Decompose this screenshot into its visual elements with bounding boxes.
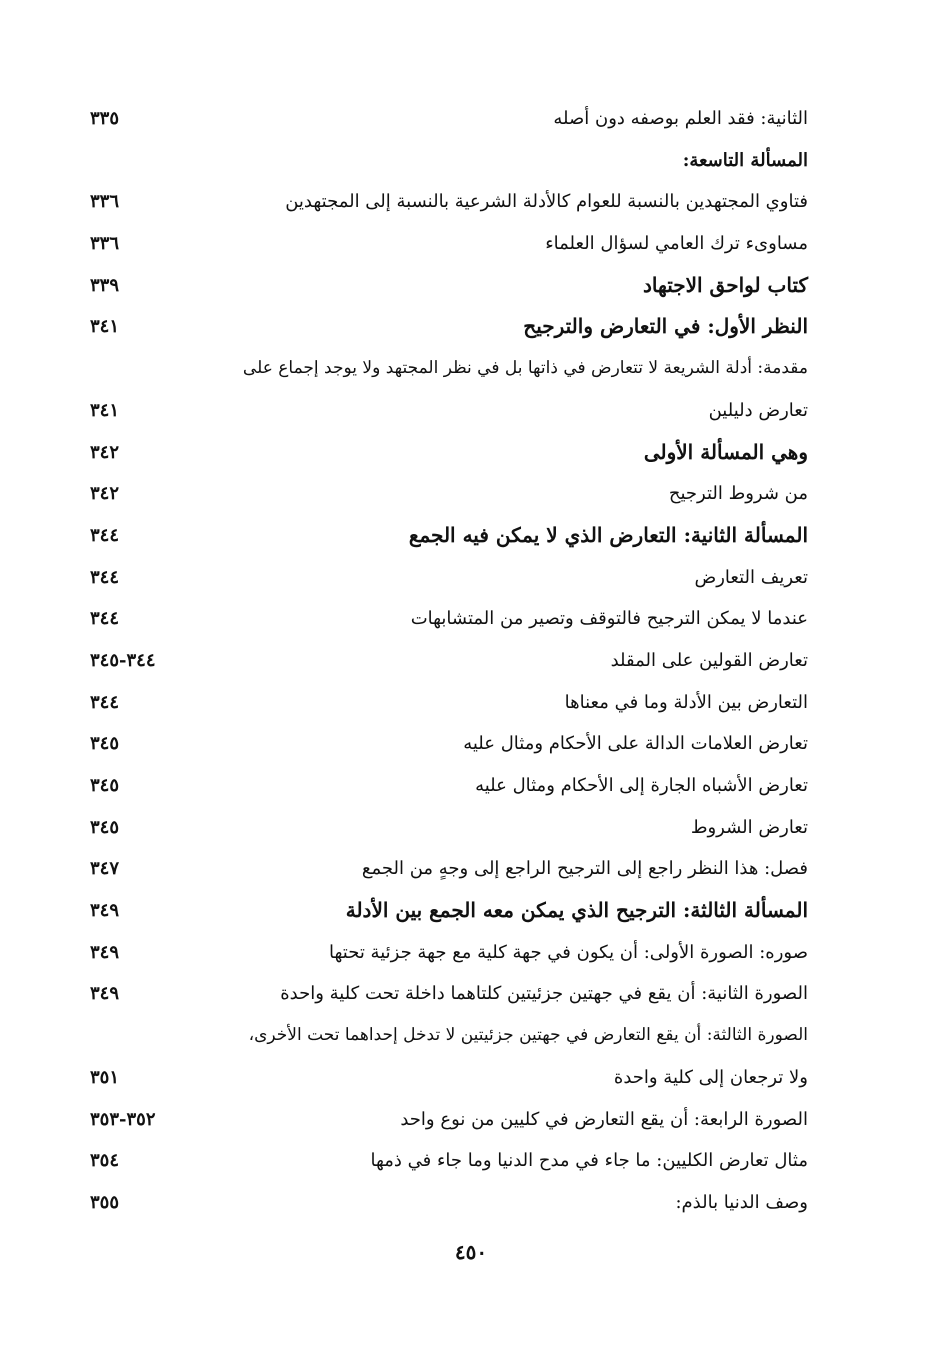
toc-entry-title: فصل: هذا النظر راجع إلى الترجيح الراجع إلى وجهٍ من الجمع [361, 858, 808, 880]
toc-entry-title: تعارض الشروط [690, 816, 808, 838]
toc-entry-title: وهي المسألة الأولى [643, 439, 808, 464]
toc-entry-title: مقدمة: أدلة الشريعة لا تتعارض في ذاتها بل في نظر المجتهد ولا يوجد إجماع على [242, 358, 808, 379]
toc-entry-page: ٣٤٤ [90, 524, 120, 546]
toc-entry-title: التعارض بين الأدلة وما في معناها [564, 691, 808, 713]
toc-entry-page: ٣٤٢ [90, 441, 120, 463]
toc-entry [80, 140, 808, 182]
toc-entry [80, 1182, 808, 1224]
toc-entry [80, 473, 808, 515]
toc-entry-title: تعارض العلامات الدالة على الأحكام ومثال عليه [463, 733, 808, 755]
toc-entry-page: ٣٣٥ [90, 108, 120, 129]
toc-entry-page: ٣٤٤ [90, 608, 120, 630]
toc-entry-page: ٣٥٥ [90, 1191, 120, 1213]
toc-entry-title: من شروط الترجيح [668, 483, 808, 505]
toc-entry-title: ولا ترجعان إلى كلية واحدة [613, 1066, 808, 1088]
toc-entry-page: ٣٤٥ [90, 775, 120, 796]
toc-entry [80, 432, 808, 474]
toc-entry-title: كتاب لواحق الاجتهاد [642, 272, 808, 297]
toc-entry-page: ٣٤٢ [90, 483, 120, 505]
toc-entry-page: ٣٤١ [90, 316, 120, 338]
toc-entry-page: ٣٤٤-٣٤٥ [90, 649, 156, 671]
toc-entry [80, 306, 808, 348]
toc-entry [80, 640, 808, 682]
toc-entry [80, 848, 808, 890]
toc-entry-page: ٣٤٤ [90, 691, 120, 713]
toc-entry [80, 265, 808, 307]
toc-entry-title: تعارض دليلين [708, 399, 808, 421]
toc-entry [80, 98, 808, 140]
toc-entry [80, 932, 808, 974]
toc-entry [80, 890, 808, 932]
toc-entry-title: مساوىء ترك العامي لسؤال العلماء [545, 233, 808, 255]
toc-entry [80, 723, 808, 765]
toc-entry-page: ٣٤٩ [90, 941, 120, 963]
toc-entry [80, 515, 808, 557]
toc-entry-title: مثال تعارض الكليين: ما جاء في مدح الدنيا وما جاء في ذمها [370, 1150, 808, 1172]
toc-entry-title: الثانية: فقد العلم بوصفه دون أصله [553, 108, 808, 129]
toc-entry [80, 1015, 808, 1057]
toc-entry [80, 1057, 808, 1099]
page-number: ٤٥٠ [454, 1240, 488, 1264]
toc-entry-title: فتاوي المجتهدين بالنسبة للعوام كالأدلة الشرعية بالنسبة إلى المجتهدين [285, 191, 808, 213]
toc-entry-title: الصورة الثالثة: أن يقع التعارض في جهتين جزئيتين لا تدخل إحداهما تحت الأخرى، [248, 1025, 808, 1046]
toc-entry [80, 557, 808, 599]
toc-entry-title: الصورة الرابعة: أن يقع التعارض في كليين من نوع واحد [400, 1108, 808, 1130]
toc-entry-title: تعريف التعارض [694, 566, 808, 588]
toc-entry-page: ٣٣٦ [90, 191, 120, 213]
toc-entry-title: وصف الدنيا بالذم: [675, 1191, 808, 1213]
toc-entry [80, 223, 808, 265]
toc-entry [80, 765, 808, 807]
toc-entry-page: ٣٣٩ [90, 274, 120, 296]
toc-entry-title: الصورة الثانية: أن يقع في جهتين جزئيتين كلتاهما داخلة تحت كلية واحدة [280, 983, 808, 1005]
toc-entry-title: المسألة التاسعة: [682, 149, 808, 171]
toc-entry-title: النظر الأول: في التعارض والترجيح [523, 314, 808, 339]
toc-entry [80, 390, 808, 432]
toc-entry [80, 1099, 808, 1141]
toc-entry-page: ٣٤٤ [90, 566, 120, 588]
toc-entry-page: ٣٤٩ [90, 983, 120, 1005]
toc-entry-page: ٣٤٥ [90, 816, 120, 838]
toc-entry-page: ٣٥٢-٣٥٣ [90, 1108, 156, 1130]
toc-entry-title: المسألة الثانية: التعارض الذي لا يمكن فيه الجمع [408, 522, 808, 547]
toc-entry-title: صوره: الصورة الأولى: أن يكون في جهة كلية مع جهة جزئية تحتها [328, 941, 808, 963]
toc-entry-page: ٣٤٩ [90, 900, 120, 922]
toc-entry [80, 682, 808, 724]
toc-entry-page: ٣٣٦ [90, 233, 120, 255]
table-of-contents [80, 98, 808, 1224]
toc-entry [80, 598, 808, 640]
toc-entry [80, 1140, 808, 1182]
toc-entry [80, 973, 808, 1015]
toc-entry-title: تعارض الأشباه الجارة إلى الأحكام ومثال عليه [475, 775, 808, 796]
toc-entry-title: عندما لا يمكن الترجيح فالتوقف وتصير من المتشابهات [410, 608, 808, 630]
toc-entry [80, 181, 808, 223]
toc-entry-page: ٣٥٤ [90, 1150, 120, 1172]
toc-entry-title: المسألة الثالثة: الترجيح الذي يمكن معه الجمع بين الأدلة [345, 898, 808, 923]
toc-entry-page: ٣٤٥ [90, 733, 120, 755]
toc-entry-page: ٣٤١ [90, 399, 120, 421]
toc-entry-page: ٣٥١ [90, 1066, 120, 1088]
toc-entry [80, 348, 808, 390]
toc-entry [80, 807, 808, 849]
toc-entry-title: تعارض القولين على المقلد [610, 649, 808, 671]
toc-entry-page: ٣٤٧ [90, 858, 120, 880]
